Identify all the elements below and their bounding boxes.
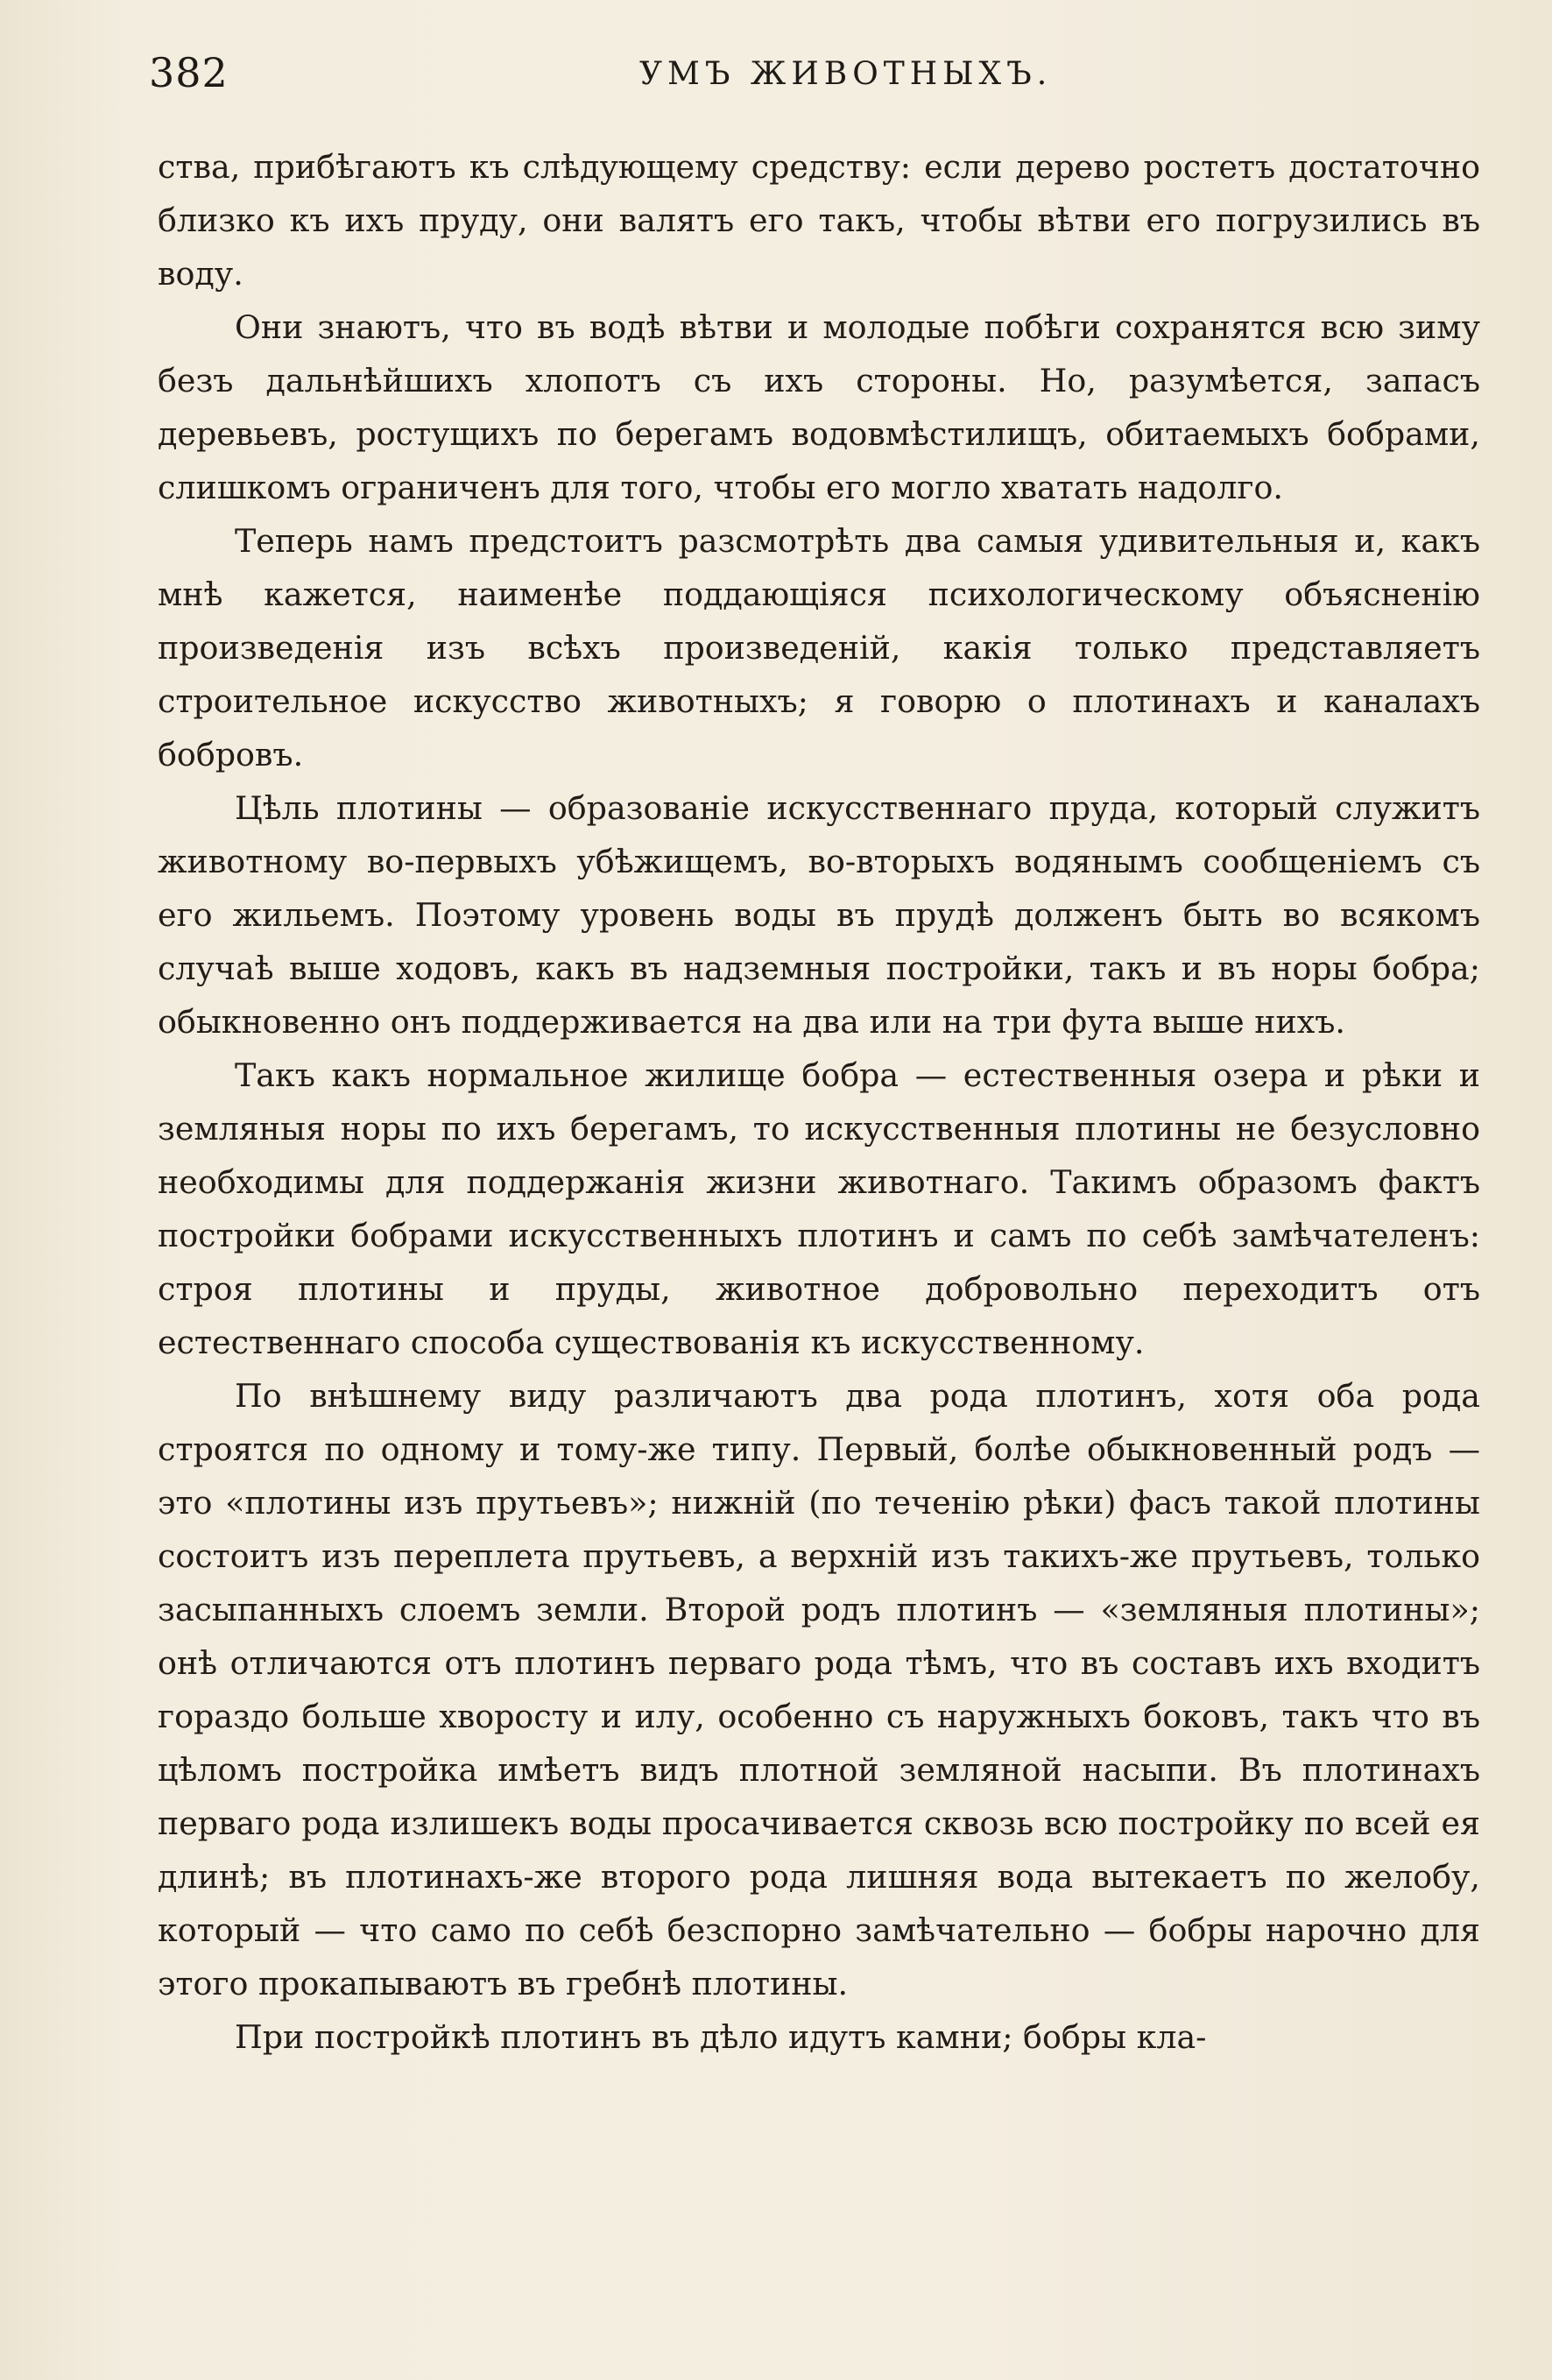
- page-header: [149, 49, 1498, 102]
- body-text: [158, 140, 1480, 2064]
- paragraph: При постройкѣ плотинъ въ дѣло идутъ камни; бобры кла-: [235, 2018, 1207, 2056]
- paragraph: Цѣль плотины — образованіе искусственнаго пруда, который служитъ животному во-первыхъ убѣжищемъ, во-вторыхъ водянымъ сообщеніемъ съ его жильемъ. Поэтому уровень воды въ прудѣ долженъ быть во всякомъ случаѣ выше ходовъ, какъ въ надземныя постройки, такъ и въ норы бобра; обыкновенно онъ поддерживается на два или на три фута выше нихъ.: [158, 789, 1480, 1041]
- page-number: 382: [149, 49, 229, 96]
- running-title: УМЪ ЖИВОТНЫХЪ.: [639, 56, 1053, 92]
- paragraph: ства, прибѣгаютъ къ слѣдующему средству: если дерево ростетъ достаточно близко къ ихъ пруду, они валятъ его такъ, чтобы вѣтви его погрузились въ воду.: [158, 148, 1480, 293]
- paragraph: По внѣшнему виду различаютъ два рода плотинъ, хотя оба рода строятся по одному и тому-же типу. Первый, болѣе обыкновенный родъ — это «плотины изъ прутьевъ»; нижній (по теченію рѣки) фасъ такой плотины состоитъ изъ переплета прутьевъ, а верхній изъ такихъ-же прутьевъ, только засыпанныхъ слоемъ земли. Второй родъ плотинъ — «земляныя плотины»; онѣ отличаются отъ плотинъ перваго рода тѣмъ, что въ составъ ихъ входитъ гораздо больше хворосту и илу, особенно съ наружныхъ боковъ, такъ что въ цѣломъ постройка имѣетъ видъ плотной земляной насыпи. Въ плотинахъ перваго рода излишекъ воды просачивается сквозь всю постройку по всей ея длинѣ; въ плотинахъ-же второго рода лишняя вода вытекаетъ по желобу, который — что само по себѣ безспорно замѣчательно — бобры нарочно для этого прокапываютъ въ гребнѣ плотины.: [158, 1377, 1480, 2002]
- paragraph: Теперь намъ предстоитъ разсмотрѣть два самыя удивительныя и, какъ мнѣ кажется, наименѣе поддающіяся психологическому объясненію произведенія изъ всѣхъ произведеній, какія только представляетъ строительное искусство животныхъ; я говорю о плотинахъ и каналахъ бобровъ.: [158, 522, 1480, 773]
- paragraph: Такъ какъ нормальное жилище бобра — естественныя озера и рѣки и земляныя норы по ихъ берегамъ, то искусственныя плотины не безусловно необходимы для поддержанія жизни животнаго. Такимъ образомъ фактъ постройки бобрами искусственныхъ плотинъ и самъ по себѣ замѣчателенъ: строя плотины и пруды, животное добровольно переходитъ отъ естественнаго способа существованія къ искусственному.: [158, 1056, 1480, 1361]
- paragraph: Они знаютъ, что въ водѣ вѣтви и молодые побѣги сохранятся всю зиму безъ дальнѣйшихъ хлопотъ съ ихъ стороны. Но, разумѣется, запасъ деревьевъ, ростущихъ по берегамъ водовмѣстилищъ, обитаемыхъ бобрами, слишкомъ ограниченъ для того, чтобы его могло хватать надолго.: [158, 308, 1480, 506]
